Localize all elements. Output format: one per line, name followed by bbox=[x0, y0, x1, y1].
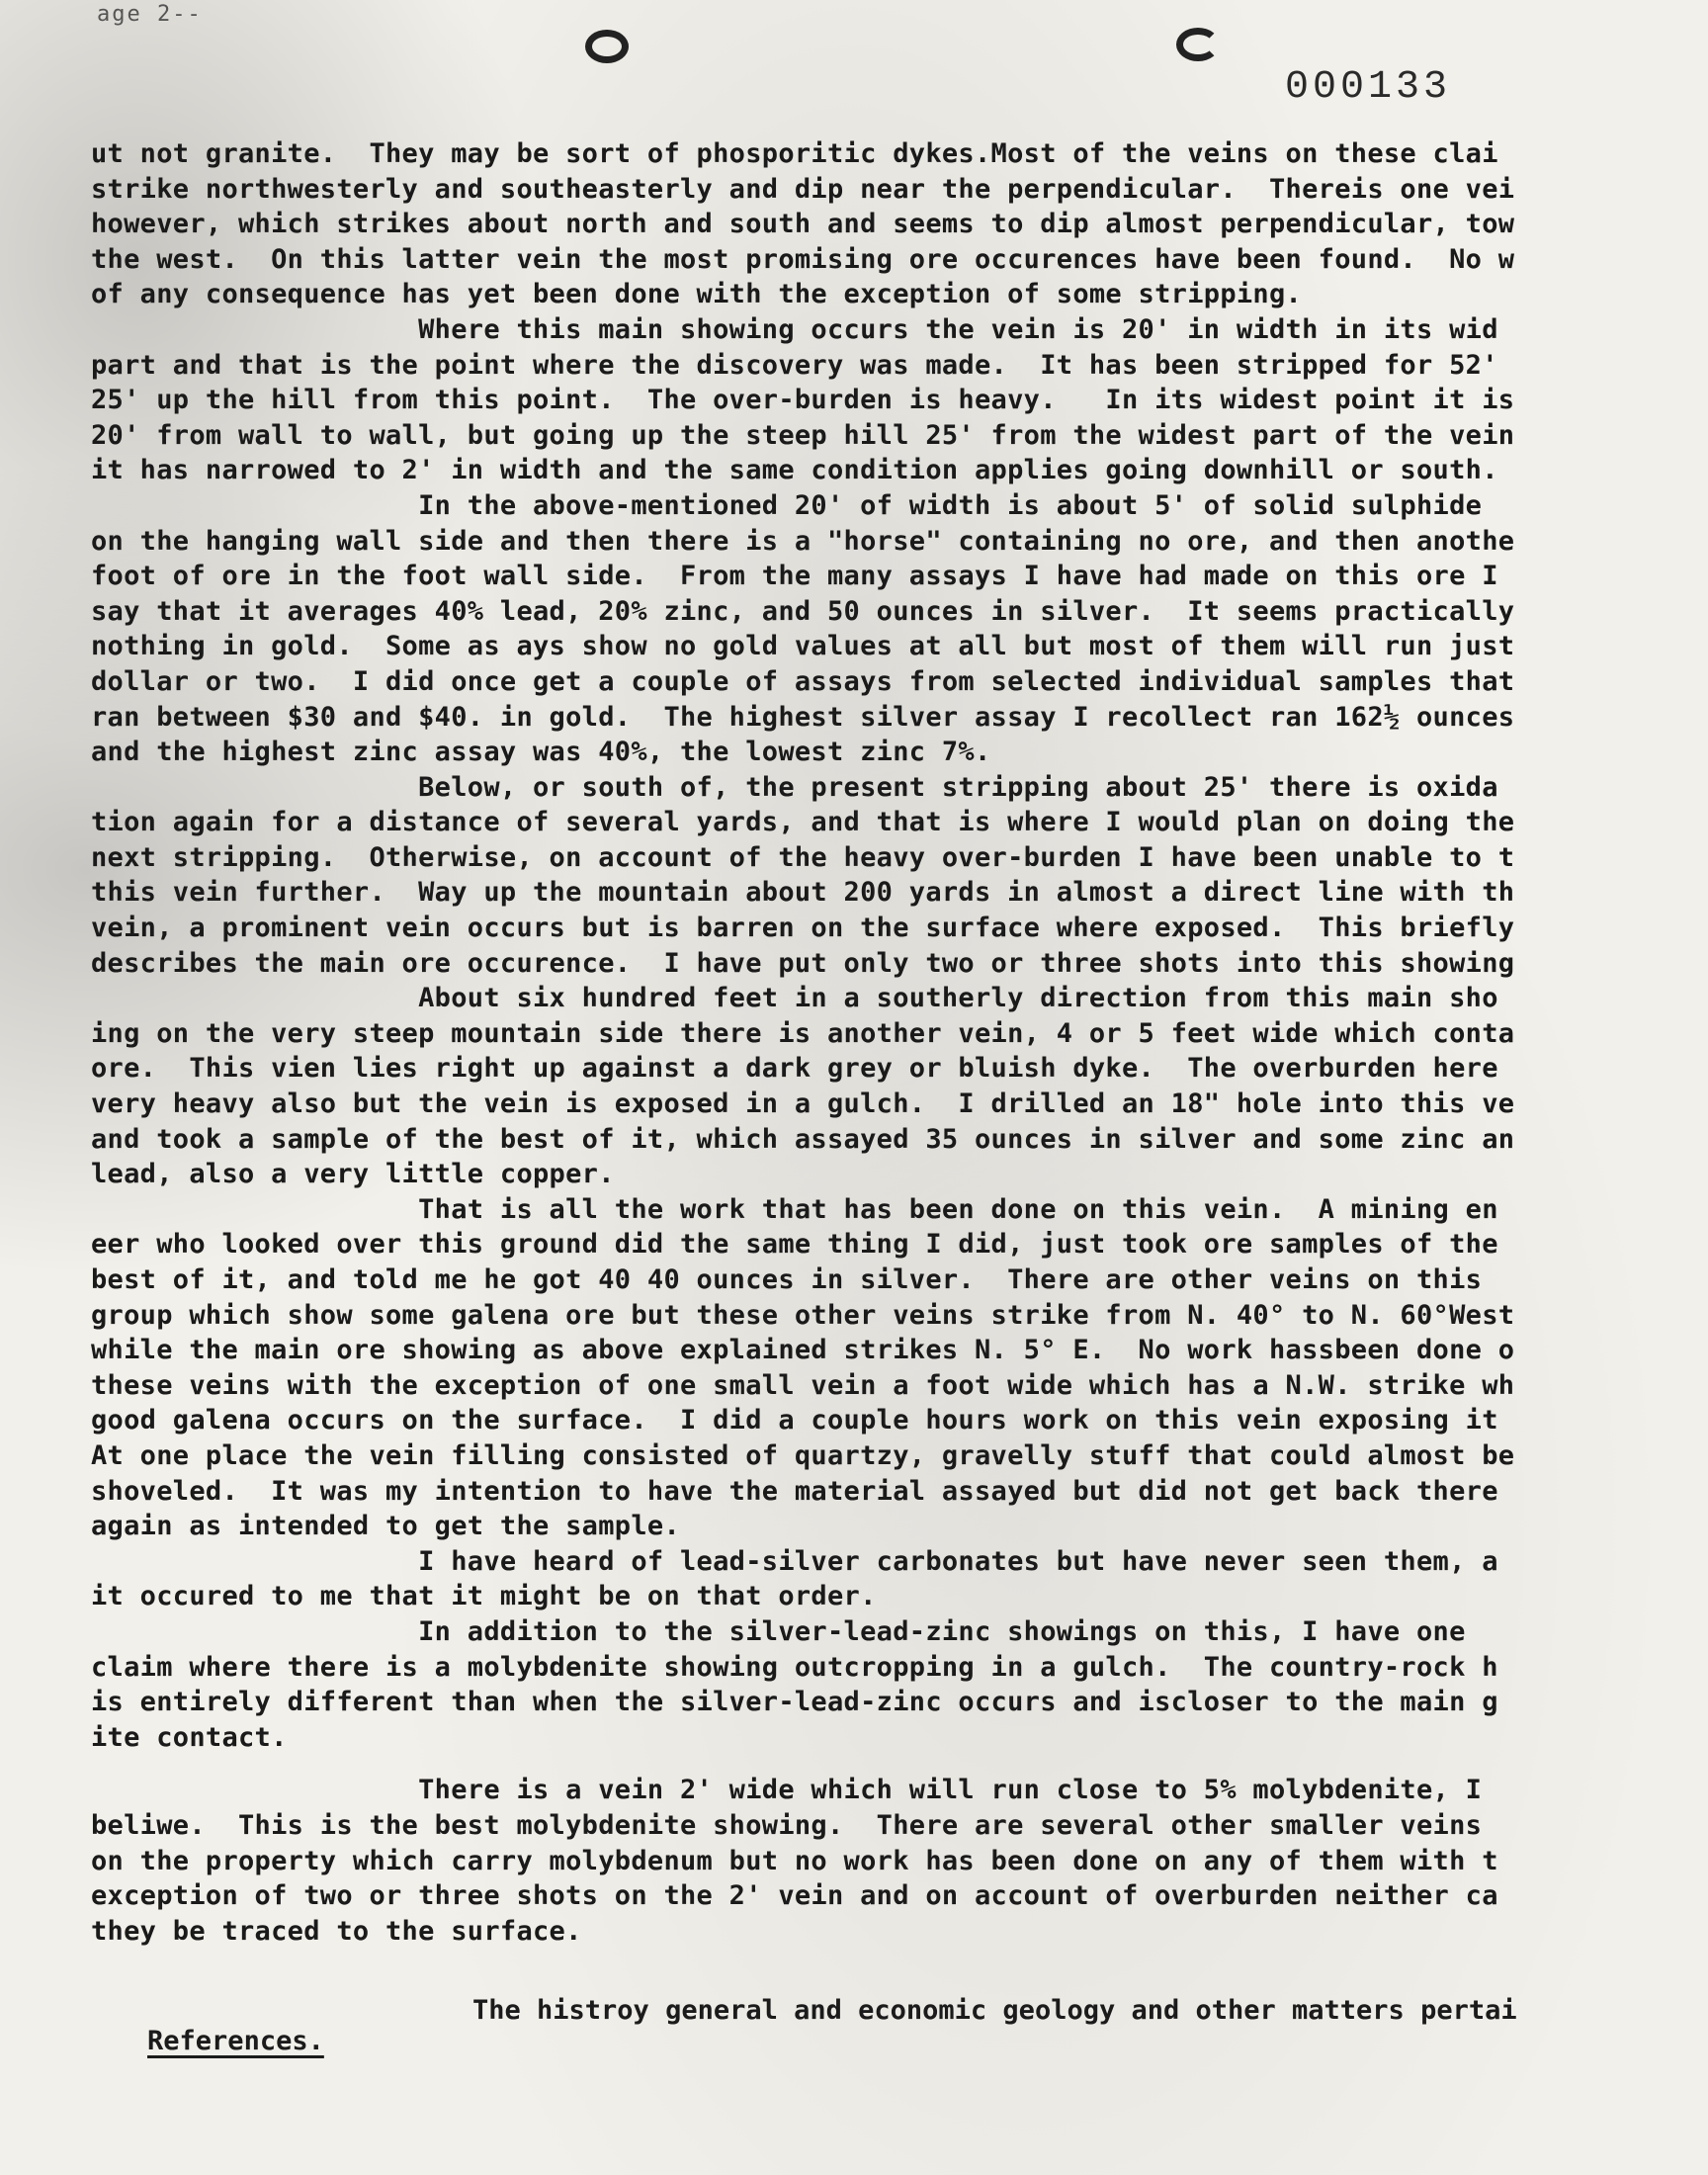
text-line: vein, a prominent vein occurs but is barren on the surface where exposed. This briefly bbox=[91, 913, 1515, 944]
text-line: 25' up the hill from this point. The over-burden is heavy. In its widest point it is bbox=[91, 385, 1515, 416]
text-line: it has narrowed to 2' in width and the same condition applies going downhill or south. bbox=[91, 455, 1498, 486]
references-row bbox=[83, 1995, 1684, 2118]
text-line: That is all the work that has been done on this vein. A mining en bbox=[91, 1193, 1498, 1225]
text-line: ran between $30 and $40. in gold. The highest silver assay I recollect ran 162½ ounces bbox=[91, 701, 1515, 733]
text-line: There is a vein 2' wide which will run close to 5% molybdenite, I bbox=[91, 1775, 1483, 1806]
text-line: and took a sample of the best of it, which assayed 35 ounces in silver and some zinc an bbox=[91, 1123, 1515, 1155]
text-line: part and that is the point where the discovery was made. It has been stripped for 52' bbox=[91, 349, 1498, 381]
text-line: exception of two or three shots on the 2' vein and on account of overburden neither ca bbox=[91, 1880, 1498, 1912]
text-line: About six hundred feet in a southerly direction from this main sho bbox=[91, 983, 1498, 1014]
text-line: next stripping. Otherwise, on account of the heavy over-burden I have been unable to t bbox=[91, 841, 1515, 873]
text-line: good galena occurs on the surface. I did a couple hours work on this vein exposing it bbox=[91, 1405, 1498, 1436]
text-line: ing on the very steep mountain side there is another vein, 4 or 5 feet wide which conta bbox=[91, 1017, 1515, 1049]
text-line: again as intended to get the sample. bbox=[91, 1511, 680, 1542]
text-line: 20' from wall to wall, but going up the steep hill 25' from the widest part of the vein bbox=[91, 419, 1515, 451]
body-text bbox=[91, 136, 1682, 1995]
text-line: eer who looked over this ground did the same thing I did, just took ore samples of the bbox=[91, 1229, 1498, 1261]
text-line: strike northwesterly and southeasterly and dip near the perpendicular. Thereis one vei bbox=[91, 173, 1515, 205]
text-line: on the property which carry molybdenum but no work has been done on any of them with t bbox=[91, 1845, 1498, 1876]
clip-mark-icon bbox=[1176, 28, 1220, 61]
text-line: on the hanging wall side and then there is a "horse" containing no ore, and then anothe bbox=[91, 525, 1515, 557]
text-line: the west. On this latter vein the most promising ore occurences have been found. No w bbox=[91, 243, 1515, 275]
text-line: very heavy also but the vein is exposed in a gulch. I drilled an 18" hole into this ve bbox=[91, 1088, 1515, 1120]
text-line: while the main ore showing as above explained strikes N. 5° E. No work hassbeen done o bbox=[91, 1335, 1515, 1366]
text-line: is entirely different than when the silver-lead-zinc occurs and iscloser to the main g bbox=[91, 1687, 1498, 1718]
text-line: In the above-mentioned 20' of width is about 5' of solid sulphide bbox=[91, 489, 1483, 521]
text-line: describes the main ore occurence. I have put only two or three shots into this showing bbox=[91, 947, 1515, 979]
text-line: I have heard of lead-silver carbonates but have never seen them, a bbox=[91, 1545, 1498, 1577]
text-line: In addition to the silver-lead-zinc showings on this, I have one bbox=[91, 1615, 1466, 1647]
text-line: however, which strikes about north and south and seems to dip almost perpendicular, tow bbox=[91, 209, 1515, 240]
text-line: and the highest zinc assay was 40%, the lowest zinc 7%. bbox=[91, 737, 991, 768]
text-line: they be traced to the surface. bbox=[91, 1915, 582, 1947]
text-line: Where this main showing occurs the vein is 20' in width in its wid bbox=[91, 313, 1498, 345]
text-line: shoveled. It was my intention to have the material assayed but did not get back there bbox=[91, 1475, 1498, 1507]
text-line: tion again for a distance of several yards, and that is where I would plan on doing the bbox=[91, 807, 1515, 838]
punch-hole-icon bbox=[585, 30, 629, 63]
text-line: ite contact. bbox=[91, 1721, 288, 1753]
text-line: foot of ore in the foot wall side. From the many assays I have had made on this ore I bbox=[91, 561, 1498, 592]
text-line: group which show some galena ore but these other veins strike from N. 40° to N. 60°West bbox=[91, 1299, 1515, 1331]
references-heading: References. bbox=[147, 2026, 324, 2056]
text-line: Below, or south of, the present stripping about 25' there is oxida bbox=[91, 771, 1498, 803]
text-line: At one place the vein filling consisted of quartzy, gravelly stuff that could almost be bbox=[91, 1439, 1515, 1471]
page-corner-mark: age 2-- bbox=[97, 2, 203, 27]
text-line: dollar or two. I did once get a couple of assays from selected individual samples that bbox=[91, 665, 1515, 697]
text-line: lead, also a very little copper. bbox=[91, 1159, 615, 1190]
text-line: ore. This vien lies right up against a dark grey or bluish dyke. The overburden here bbox=[91, 1053, 1498, 1085]
references-text: The histroy general and economic geology and other matters pertai bbox=[472, 1995, 1517, 2026]
text-line: it occured to me that it might be on that order. bbox=[91, 1581, 877, 1612]
text-line: claim where there is a molybdenite showing outcropping in a gulch. The country-rock h bbox=[91, 1651, 1498, 1683]
text-line: of any consequence has yet been done with the exception of some stripping. bbox=[91, 279, 1303, 310]
text-line-gap bbox=[91, 1755, 1682, 1773]
text-line: say that it averages 40% lead, 20% zinc, and 50 ounces in silver. It seems practically bbox=[91, 595, 1515, 627]
text-line: this vein further. Way up the mountain about 200 yards in almost a direct line with th bbox=[91, 877, 1515, 909]
text-line: beliwe. This is the best molybdenite showing. There are several other smaller veins bbox=[91, 1809, 1483, 1841]
text-line: ut not granite. They may be sort of phosporitic dykes.Most of the veins on these clai bbox=[91, 138, 1498, 169]
text-line: these veins with the exception of one small vein a foot wide which has a N.W. strike wh bbox=[91, 1369, 1515, 1401]
text-line: best of it, and told me he got 40 40 ounces in silver. There are other veins on this bbox=[91, 1264, 1483, 1295]
page-number: 000133 bbox=[1285, 65, 1452, 110]
text-line: nothing in gold. Some as ays show no gold values at all but most of them will run just bbox=[91, 631, 1515, 662]
